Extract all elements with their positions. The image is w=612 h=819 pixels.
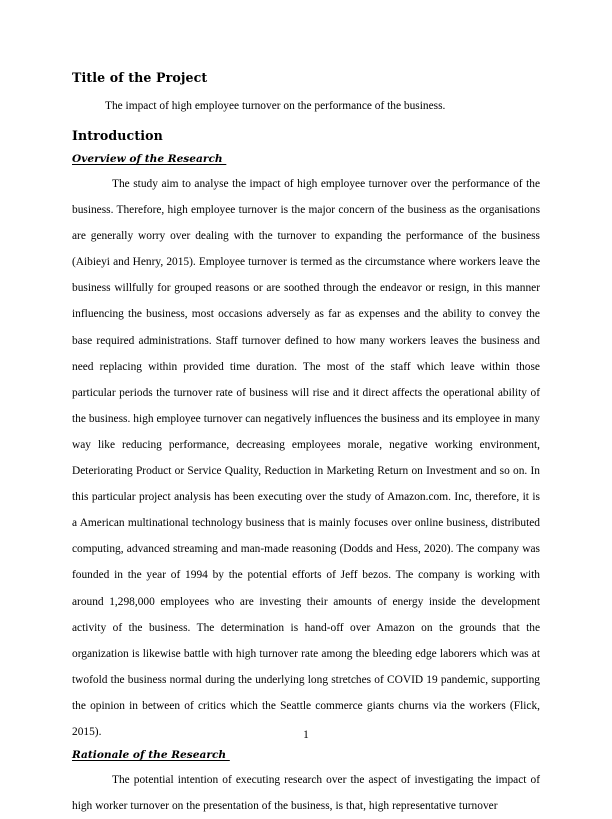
paragraph-overview-of-the-research: The study aim to analyse the impact of high employee turnover over the performance of the business. Therefore, high employee turnover is the major concern of the business as the organisations are generally worry over dealing with the turnover to expanding the performance of the business (Aibieyi and Henry, 2015). Employee turnover is termed as the circumstance where workers leave the business willfully for grouped reasons or are soothed through the endeavor or resign, in this manner influencing the business, most occasions adversely as far as expenses and the ability to convey the base required administrations. Staff turnover defined to how many workers leaves the business and need replacing within provided time duration. The most of the staff which leave within those particular periods the turnover rate of business will rise and it direct affects the operational ability of the business. high employee turnover can negatively influences the business and its employee in many way like reducing performance, decreasing employees morale, negative working environment, Deteriorating Product or Service Quality, Reduction in Marketing Return on Investment and so on. In this particular project analysis has been executing over the study of Amazon.com. Inc, therefore, it is a American multinational technology business that is mainly focuses over online business, distributed computing, advanced streaming and man-made reasoning (Dodds and Hess, 2020). The company was founded in the year of 1994 by the potential efforts of Jeff bezos. The company is working with around 1,298,000 employees who are investing their amounts of energy inside the development activity of the business. The determination is hand-off over Amazon on the grounds that the organization is likewise battle with high turnover rate among the bleeding edge laborers which was at twofold the business normal during the underlying long stretches of COVID 19 pandemic, supporting the opinion in between of critics which the Seattle commerce giants churns via the workers (Flick, 2015). [72,178,540,738]
page-title: Title of the Project [72,70,208,85]
project-subtitle: The impact of high employee turnover on the performance of the business. [105,100,446,112]
subheading-overview-label: Overview of the Research [72,153,227,165]
page-number: 1 [303,729,309,741]
subheading-rationale-label: Rationale of the Research [72,749,230,762]
subheading-overview-of-the-research [72,150,540,169]
paragraph-rationale-of-the-research: The potential intention of executing research over the aspect of investigating the impact of high worker turnover on the presentation of the business, is that, high representative turnover [72,774,540,813]
subheading-rationale-of-the-research [72,746,540,765]
document-content [72,68,540,819]
introduction-heading: Introduction [72,128,163,143]
